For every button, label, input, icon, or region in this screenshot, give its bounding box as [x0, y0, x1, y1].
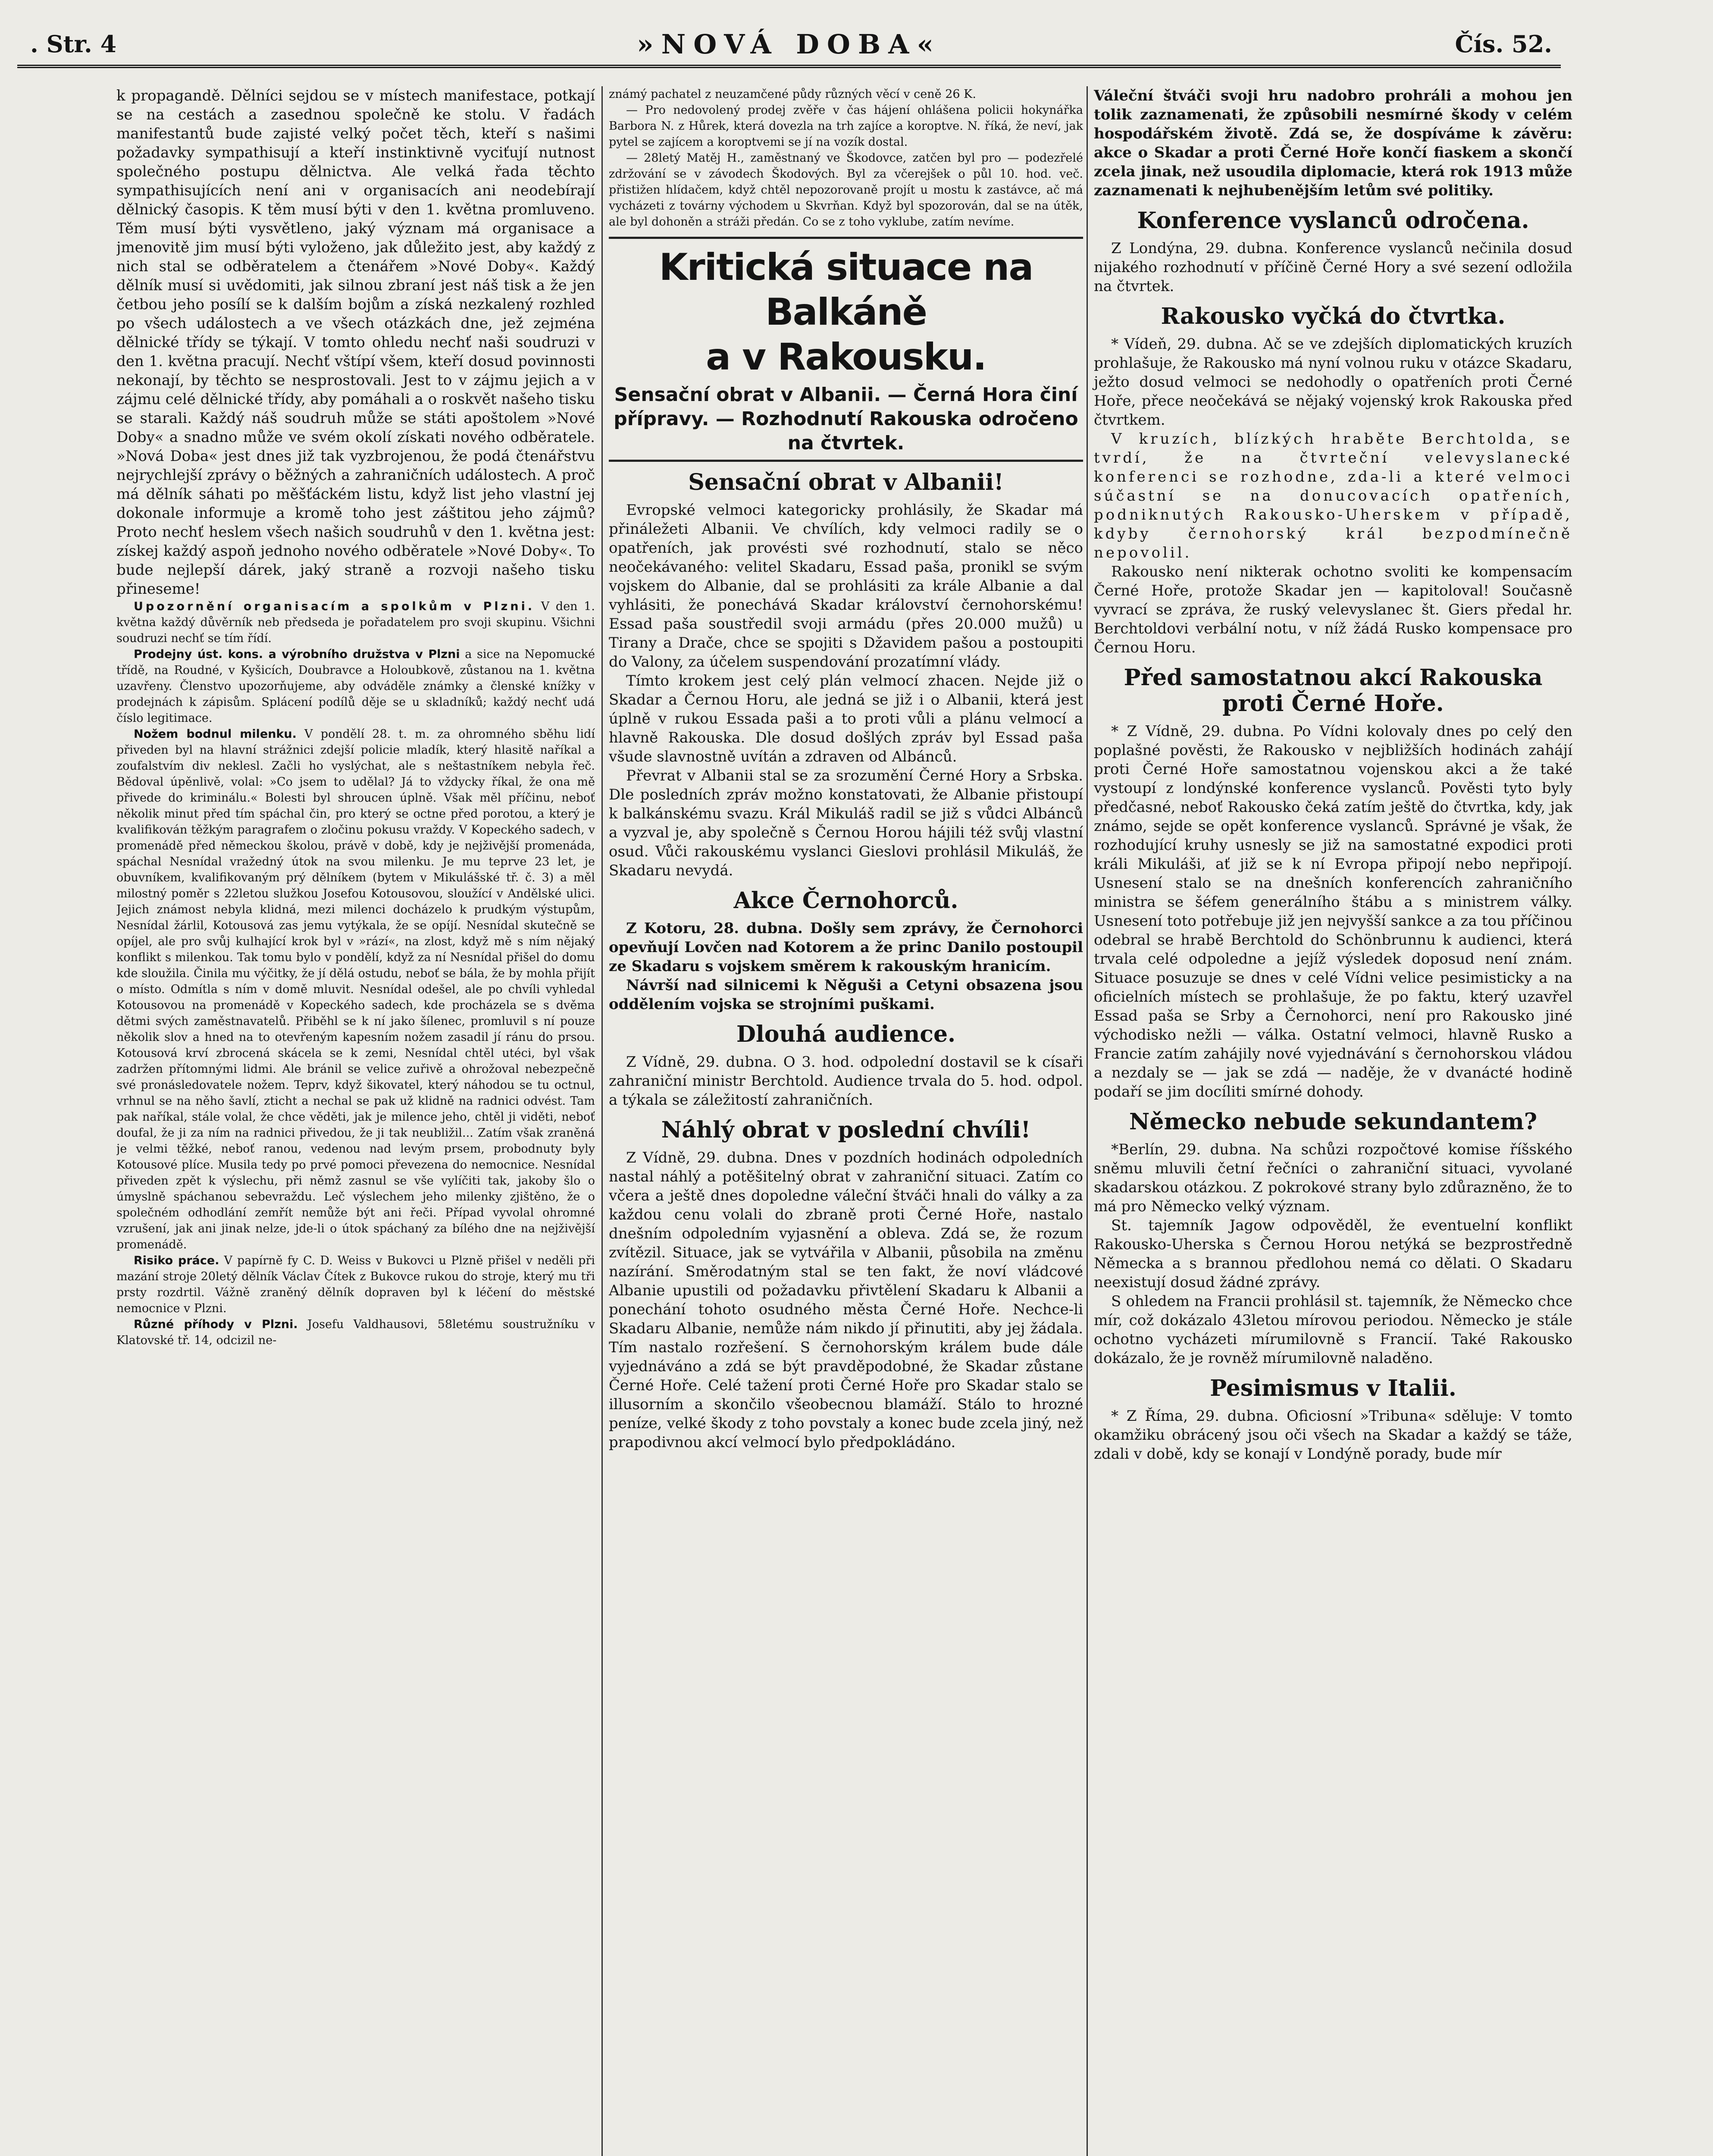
albania-p2: Tímto krokem jest celý plán velmocí zhacen. Nejde již o Skadar a Černou Horu, ale jedná se již i o Albanii, která jest úplně v rukou Essada paši a to proti vůli a plánu velmocí a hlavně Rakouska. Dle dosud došlých zpráv byl Essad paša všude slavnostně uvítán a zdraven od Albánců.: [609, 672, 1083, 765]
heading-sudden-turn: Náhlý obrat v poslední chvíli!: [661, 1117, 1031, 1143]
heading-albania: Sensační obrat v Albanii!: [688, 469, 1004, 495]
notice-work-risk: Risiko práce. V papírně fy C. D. Weiss v Bukovci u Plzně přišel v neděli při mazání stroje 20letý dělník Václav Čítek z Bukovce rukou do stroje, který mu tři prsty rozdrtil. Vážně zraněný dělník dopraven byl k léčení do městské nemocnice v Plzni.: [116, 1254, 595, 1315]
masthead-title: »NOVÁ DOBA«: [636, 28, 942, 60]
montenegro-p1: Z Kotoru, 28. dubna. Došly sem zprávy, že Černohorci opevňují Lovčen nad Kotorem a že princ Danilo postoupil ze Skadaru s vojskem směrem k rakouským hranicím.: [609, 920, 1083, 975]
notice-shops: Prodejny úst. kons. a výrobního družstva v Plzni a sice na Nepomucké třídě, na Roudné, v Kyšicích, Doubravce a Holoubkově, zůstanou na 1. května uzavřeny. Členstvo upozorňujeme, aby odváděle známky a členské knížky v prodejnách k zápisům. Splácení podílů děje se u skladníků; každý nechť udá číslo legitimace.: [116, 648, 595, 725]
heading-montenegro-action: Akce Černohorců.: [733, 887, 958, 914]
heading-austria-waits: Rakousko vyčká do čtvrtka.: [1161, 303, 1506, 329]
column-left: [116, 86, 595, 2156]
germany-p3: S ohledem na Francii prohlásil st. tajemník, že Německo chce mír, což dokázalo 43letou mírovou periodou. Německo je stále ochotno vycházeti mírumilovně s Francií. Také Rakousko dokázalo, že je rovněž mírumilovně naladěno.: [1094, 1293, 1572, 1367]
heading-conference: Konference vyslanců odročena.: [1137, 207, 1529, 234]
conference-p1: Z Londýna, 29. dubna. Konference vyslanců nečinila dosud nijakého rozhodnutí v příčině Černé Hory a své sezení odložila na čtvrtek.: [1094, 240, 1572, 295]
page-number: . Str. 4: [30, 30, 117, 58]
montenegro-p2: Návrší nad silnicemi k Něguši a Cetyni obsazena jsou oddělením vojska se strojními puškami.: [609, 977, 1083, 1013]
issue-number: Čís. 52.: [1455, 30, 1552, 58]
notice-incidents: Různé příhody v Plzni. Josefu Valdhausovi, 58letému soustružníku v Klatovské tř. 14, odcizil ne-: [116, 1318, 595, 1347]
local-note-2: — Pro nedovolený prodej zvěře v čas hájení ohlášena policii hokynářka Barbora N. z Hůrek, která dovezla na trh zajíce a koroptve. N. říká, že neví, jak pytel se zajícem a koroptvemi se jí na vozík dostal.: [609, 103, 1083, 149]
austria-waits-p3: Rakousko není nikterak ochotno svoliti ke kompensacím Černé Hoře, protože Skadar jen — kapitoloval! Současně vyvrací se zpráva, že ruský velevyslanec št. Giers předal hr. Berchtoldovi verbální notu, v níž žádá Rusko kompensace pro Černou Horu.: [1094, 563, 1572, 656]
heading-independent-action: Před samostatnou akcí Rakouska proti Černé Hoře.: [1124, 664, 1543, 717]
warmongers-paragraph: Váleční štváči svoji hru nadobro prohráli a mohou jen tolik zaznamenati, že způsobili nesmírné škody v celém hospodářském životě. Zdá se, že dospíváme k závěru: akce o Skadar a proti Černé Hoře končí fiaskem a skončí zcela jinak, než usoudila diplomacie, která rok 1913 může zaznamenati k nejhubenějším letům své politiky.: [1094, 87, 1572, 199]
main-headline-line-1: Kritická situace na Balkáně: [659, 246, 1033, 334]
italy-p1: * Z Říma, 29. dubna. Oficiosní »Tribuna« sděluje: V tomto okamžiku obrácený jsou oči všech na Skadar a každý se táže, zdali v době, kdy se konají v Londýně porady, bude mír: [1094, 1407, 1572, 1463]
austria-waits-p1: * Vídeň, 29. dubna. Ač se ve zdejších diplomatických kruzích prohlašuje, že Rakousko má nyní volnou ruku v otázce Skadaru, ježto dosud velmoci se nedohodly o opatřeních proti Černé Hoře, přece neočekává se nějaký vojenský krok Rakouska před čtvrtkem.: [1094, 335, 1572, 429]
local-note-1: známý pachatel z neuzamčené půdy různých věcí v ceně 26 K.: [609, 88, 976, 101]
germany-p2: St. tajemník Jagow odpověděl, že eventuelní konflikt Rakousko-Uherska s Černou Horou netýká se bezprostředně Německa a s brannou předlohou nemá co dělati. O Skadaru neexistují dosud žádné zprávy.: [1094, 1217, 1572, 1291]
page-header: [17, 26, 1561, 68]
column-middle: [601, 86, 1083, 2156]
heading-germany: Německo nebude sekundantem?: [1129, 1109, 1538, 1135]
main-headline-deck: Sensační obrat v Albanii. — Černá Hora činí přípravy. — Rozhodnutí Rakouska odročeno na čtvrtek.: [614, 384, 1078, 454]
germany-p1: *Berlín, 29. dubna. Na schůzi rozpočtové komise říšského sněmu mluvili četní řečníci o zahraniční situaci, vyvolané skadarskou otázkou. Z pokrokové strany bylo zdůrazněno, že to má pro Německo velký význam.: [1094, 1141, 1572, 1215]
article-propaganda: k propagandě. Dělníci sejdou se v místech manifestace, potkají se na cestách a zasednou společně ke stolu. V řadách manifestantů bude zajisté velký počet těch, kteří s našimi požadavky sympathisují a kteří instinktivně vyciťují nutnost společného postupu dělnictva. Ale velká řada těchto sympathisujících není ani v organisacích ani neodebírají dělnický časopis. K těm musí býti v den 1. května promluveno. Těm musí býti vysvětleno, jaký význam má organisace a jmenovitě jim musí býti vyloženo, jak důležito jest, aby každý z nich stal se odběratelem a čtenářem »Nové Doby«. Každý dělník musí si uvědomiti, jak silnou zbraní jest náš tisk a že jen četbou jeho posílí se k dalším bojům a získá nezkalený rozhled po všech událostech a ve všech otázkách dne, jež zejména dělnické třídy se týkají. V tomto ohledu nechť naši soudruzi v den 1. května pracují. Nechť vštípí všem, kteří dosud povinnosti nekonají, by těchto se nesprostovali. Jest to v zájmu jejich a v zájmu celé dělnické třídy, aby pomáhali a o roskvět našeho tisku se starali. Každý náš soudruh může se státi apoštolem »Nové Doby« a snadno může ve svém okolí získati nového odběratele. »Nová Doba« jest dnes již tak vyzbrojenou, že podá čtenářstvu nejrychlejší zprávy o běžných a zahraničních událostech. A proč má dělník sáhati po měšťáckém listu, když list jeho vlastní jej dokonale informuje a kromě toho jest záštitou jeho zájmů? Proto nechť heslem všech našich soudruhů v den 1. května jest: získej každý aspoň jednoho nového odběratele »Nové Doby«. To bude nejlepší dárek, jaký straně a rozvoji našeho tisku přineseme!: [116, 87, 595, 598]
albania-p3: Převrat v Albanii stal se za srozumění Černé Hory a Srbska. Dle posledních zpráv možno konstatovati, že Albanie přistoupí k balkánskému svazu. Král Mikuláš radil se již s vůdci Albánců a vyzval je, aby společně s Černou Horou hájili též svůj vlastní osud. Vůči rakouskému vyslanci Gieslovi prohlásil Mikuláš, že Skadaru nevydá.: [609, 767, 1083, 879]
sudden-turn-p1: Z Vídně, 29. dubna. Dnes v pozdních hodinách odpoledních nastal náhlý a potěšitelný obrat v zahraniční situaci. Zatím co včera a ještě dnes dopoledne váleční štváči hnali do války a za každou cenu volali do zbraně proti Černé Hoře, nastalo dnešním odpoledním vyjasnění a obleva. Zdá se, že rozum zvítězil. Situace, jak se vytvářila v Albanii, působila na změnu nazírání. Směrodatným stal se ten fakt, že noví vládcové Albanie upustili od požadavku přivtělení Skadaru k Albanii a ponechání tohoto osudného města Černé Hoře. Nechce-li Skadaru Albanie, nemůže nám nikdo jí přinutiti, aby jej žádala. Tím nastalo rozřešení. S černohorským králem bude dále vyjednáváno a zdá se být pravděpodobné, že Skadar zůstane Černé Hoře. Celé tažení proti Černé Hoře pro Skadar stalo se illusorním a skončilo všeobecnou blamáží. Stálo to hrozné peníze, velké škody z toho povstaly a konec bude zcela jiný, než prapodivnou akcí velmocí bylo předpokládáno.: [609, 1149, 1083, 1451]
heading-italy: Pesimismus v Italii.: [1210, 1375, 1456, 1401]
main-headline-line-2: a v Rakousku.: [706, 335, 986, 379]
column-right: [1087, 86, 1572, 2156]
notice-stabbing: Nožem bodnul milenku. V pondělí 28. t. m. za ohromného sběhu lidí přiveden byl na hlavní strážnici zdejší policie mladík, který hlasitě naříkal a zoufalstvím div neklesl. Začli ho vyslýchat, ale s neštastníkem nebyla řeč. Bědoval úpěnlivě, volal: »Co jsem to udělal? Já to vždycky říkal, že ona mě přivede do kriminálu.« Bolesti byl shroucen úplně. Však měl příčinu, neboť několik minut před tím spáchal čin, pro který se octne před porotou, a který je kvalifikován těžkým paragrafem o zločinu pokusu vraždy. V Kopeckého sadech, v promenádě před německou školou, právě v době, kdy je nejživější promenáda, spáchal Nesnídal vražedný útok na svou milenku. Je mu teprve 23 let, je obuvníkem, kvalifikovaným prý dělníkem (bytem v Mikulášské tř. č. 3) a měl milostný poměr s 22letou služkou Josefou Kotousovou, sloužící v Andělské ulici. Jejich známost nebyla klidná, mezi milenci docházelo k prudkým výstupům, Nesnídal žárlil, Kotousová zas jemu vytýkala, že se opíjí. Nesnídal skutečně se opíjel, ale pro svůj kulhající krok byl v »rází«, na zlost, když mě s ním nějaký konflikt s milenkou. Tak tomu bylo v pondělí, když za ní Nesnídal přišel do domu kde sloužila. Činila mu výčitky, že jí dělá ostudu, neboť se bála, že by mohla přijít o místo. Odmítla s ním v domě mluvit. Nesnídal odešel, ale po chvíli vyhledal Kotousovou na promenádě v Kopeckého sadech, kde procházela se s dvěma dětmi svých zaměstnavatelů. Přiběhl se k ní jako šílenec, promluvil s ní pouze několik slov a hned na to otevřeným kapesním nožem zasadil jí ránu do prsou. Kotousová krví zbrocená skácela se k zemi, Nesnídal chtěl utéci, byl však zadržen přítomnými lidmi. Ale bránil se velice zuřivě a ohrožoval nebezpečně své pronásledovatele nožem. Teprv, když šikovatel, který náhodou se tu octnul, vrhnul se na něho šavlí, zticht a nechal se pak už klidně na radnici odvést. Tam pak naříkal, stále volal, že chce věděti, jak je milence jeho, chtěl ji viděti, neboť doufal, že ji za ním na radnici přivedou, že ji tak neubližil... Zatím však zraněná je velmi těžké, neboť ranou, vedenou nad levým prsem, probodnuty byly Kotousové plíce. Musila tedy po prvé pomoci převezena do nemocnice. Nesnídal přiveden zpět k výslechu, při němž zasnul se vše vylíčiti tak, jakoby šlo o úmyslně spáchanou sebevraždu. Leč výslechem jeho milenky zjištěno, že o společném odhodlání zemřít nemůže být ani řeči. Případ vyvolal ohromné vzrušení, jak ani jinak nelze, jde-li o útok spáchaný za bílého dne na nejživější promenádě.: [116, 727, 595, 1251]
independent-action-p1: * Z Vídně, 29. dubna. Po Vídni kolovaly dnes po celý den poplašné pověsti, že Rakousko v nejbližších hodinách zahájí proti Černé Hoře samostatnou vojenskou akci a že také vystoupí z londýnské konference vyslanců. Pověsti tyto byly předčasné, neboť Rakousko čeká zatím ještě do čtvrtka, kdy, jak známo, sejde se opět konference vyslanců. Správné je však, že rozhodující kruhy usnesly se již na samostatné expodici proti králi Mikuláši, ať již se k ní Evropa připojí nebo nepřipojí. Usnesení stalo se na dnešních konferencích zahraničního ministra se šéfem generálního štábu a s ministrem války. Usnesení toto potřebuje již jen nejvyšší sankce a za tou příčinou odebral se hrabě Berchtold do Schönbrunnu k audienci, která trvala celé odpoledne a jejíž výsledek doposud není znám. Situace posuzuje se dnes v celé Vídni velice pesimisticky a na oficielních místech se prohlašuje, že po faktu, který uzavřel Essad paša se Srby a Černohorci, není pro Rakousko jiné východisko nežli — válka. Ostatní velmoci, hlavně Rusko a Francie zatím zahájily nové vyjednávání s černohorskou vládou a nezdaly se — jak se zdá — naděje, že v dvanácté hodině podaří se jim docíliti smírné dohody.: [1094, 723, 1572, 1100]
main-headline-block: [609, 237, 1083, 462]
albania-p1: Evropské velmoci kategoricky prohlásily, že Skadar má přináležeti Albanii. Ve chvílích, kdy velmoci radily se o opatřeních, jak provésti své rozhodnutí, stalo se něco neočekávaného: velitel Skadaru, Essad paša, pronikl se svým vojskem do Albanie, dal se prohlásiti za krále Albanie a dal vyhlásiti, že ponechává Skadar království černohorskému! Essad paša soustředil svoji armádu (přes 20.000 mužů) u Tirany a Drače, chce se spojiti s Džavidem pašou a postoupiti do Valony, za účelem suspendování prozatímní vlády.: [609, 501, 1083, 671]
notice-organisations: Upozornění organisacím a spolkům v Plzni. V den 1. května každý důvěrník neb předseda je pořadatelem pro svoji skupinu. Všichni soudruzi nechť se tím řídí.: [116, 600, 595, 645]
heading-audience: Dlouhá audience.: [736, 1021, 956, 1047]
austria-waits-p2: V kruzích, blízkých hraběte Berchtolda, se tvrdí, že na čtvrteční velevyslanecké konferenci se rozhodne, zda-li a které velmoci súčastní se na donucovacích opatřeních, podniknutých Rakousko-Uherskem v případě, kdyby černohorský král bezpodmínečně nepovolil.: [1094, 430, 1572, 561]
local-note-3: — 28letý Matěj H., zaměstnaný ve Škodovce, zatčen byl pro — podezřelé zdržování se v závodech Škodových. Byl za včerejšek o půl 10. hod. več. přistižen hlídačem, když chtěl nepozorovaně projít u mostu k zastávce, ač má vycházeti z továrny východem u Skvrňan. Když byl spozorován, dal se na útěk, ale byl dohoněn a stráži předán. Co se z toho vyklube, zatím nevíme.: [609, 151, 1083, 229]
audience-p1: Z Vídně, 29. dubna. O 3. hod. odpolední dostavil se k císaři zahraniční ministr Berchtold. Audience trvala do 5. hod. odpol. a týkala se záležitostí zahraničních.: [609, 1053, 1083, 1109]
